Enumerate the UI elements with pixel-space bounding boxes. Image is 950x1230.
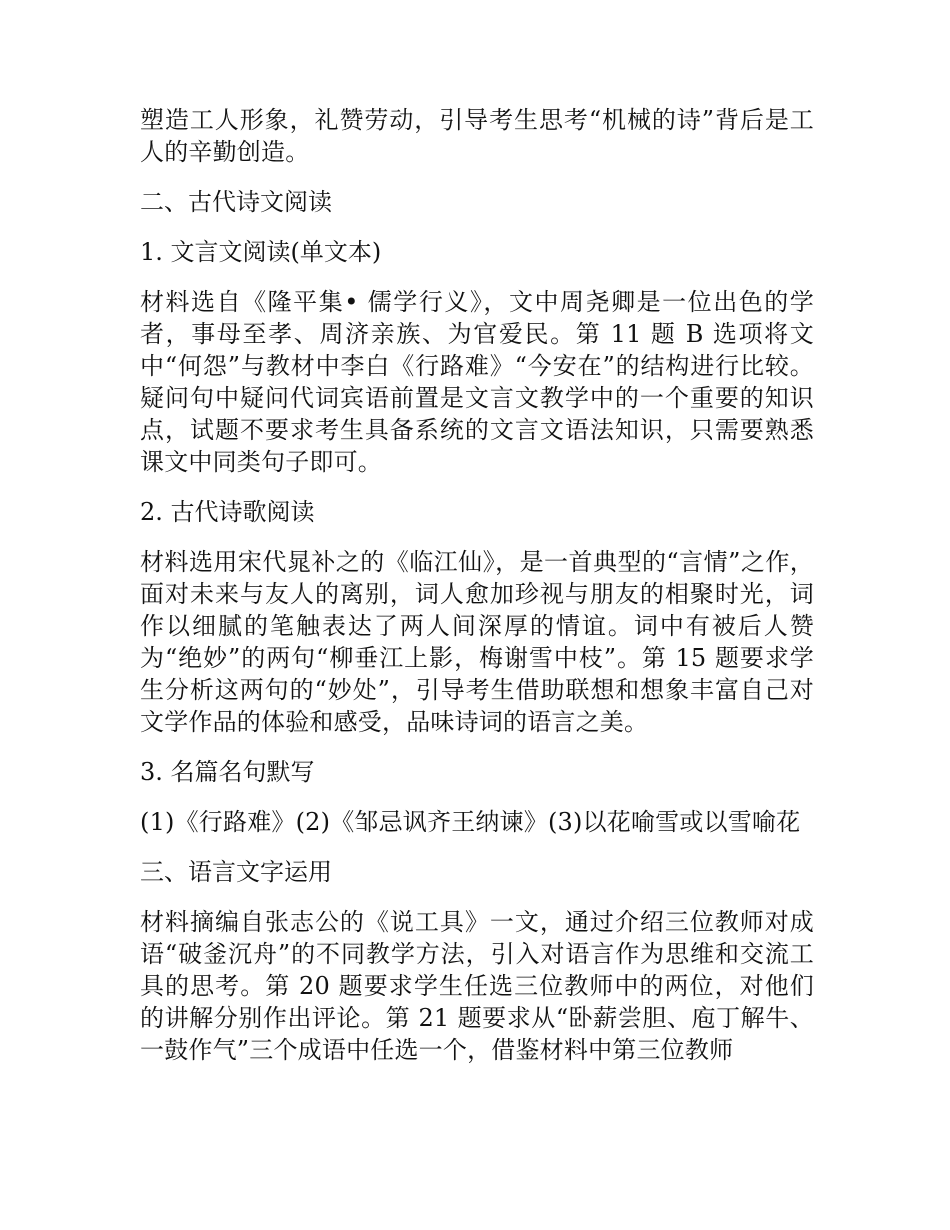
paragraph-intro-continuation: 塑造工人形象，礼赞劳动，引导考生思考“机械的诗”背后是工人的辛勤创造。 <box>140 106 814 166</box>
section-heading-language-use: 三、语言文字运用 <box>140 858 332 886</box>
subheading-ancient-poetry-reading: 2. 古代诗歌阅读 <box>140 498 315 526</box>
paragraph-dictation-answers: (1)《行路难》(2)《邹忌讽齐王纳谏》(3)以花喻雪或以雪喻花 <box>140 808 801 836</box>
section-heading-ancient-poetry-prose: 二、古代诗文阅读 <box>140 188 332 216</box>
subheading-famous-lines-dictation: 3. 名篇名句默写 <box>140 758 315 786</box>
paragraph-classical-chinese: 材料选自《隆平集• 儒学行义》，文中周尧卿是一位出色的学者，事母至孝、周济亲族、为官爱民。第 11 题 B 选项将文中“何怨”与教材中李白《行路难》“今安在”的结构进行比较。疑问句中疑问代词宾语前置是文言文教学中的一个重要的知识点，试题不要求考生具备系统的文言文语法知识，只需要熟悉课文中同类句子即可。 <box>140 288 814 476</box>
paragraph-ancient-poetry: 材料选用宋代晁补之的《临江仙》，是一首典型的“言情”之作，面对未来与友人的离别，词人愈加珍视与朋友的相聚时光，词作以细腻的笔触表达了两人间深厚的情谊。词中有被后人赞为“绝妙”的两句“柳垂江上影，梅谢雪中枝”。第 15 题要求学生分析这两句的“妙处”，引导考生借助联想和想象丰富自己对文学作品的体验和感受，品味诗词的语言之美。 <box>140 548 814 736</box>
subheading-classical-chinese-reading: 1. 文言文阅读(单文本) <box>140 238 382 266</box>
paragraph-language-use: 材料摘编自张志公的《说工具》一文，通过介绍三位教师对成语“破釜沉舟”的不同教学方法，引入对语言作为思维和交流工具的思考。第 20 题要求学生任选三位教师中的两位，对他们的讲解分别作出评论。第 21 题要求从“卧薪尝胆、庖丁解牛、一鼓作气”三个成语中任选一个，借鉴材料中第三位教师 <box>140 908 814 1064</box>
